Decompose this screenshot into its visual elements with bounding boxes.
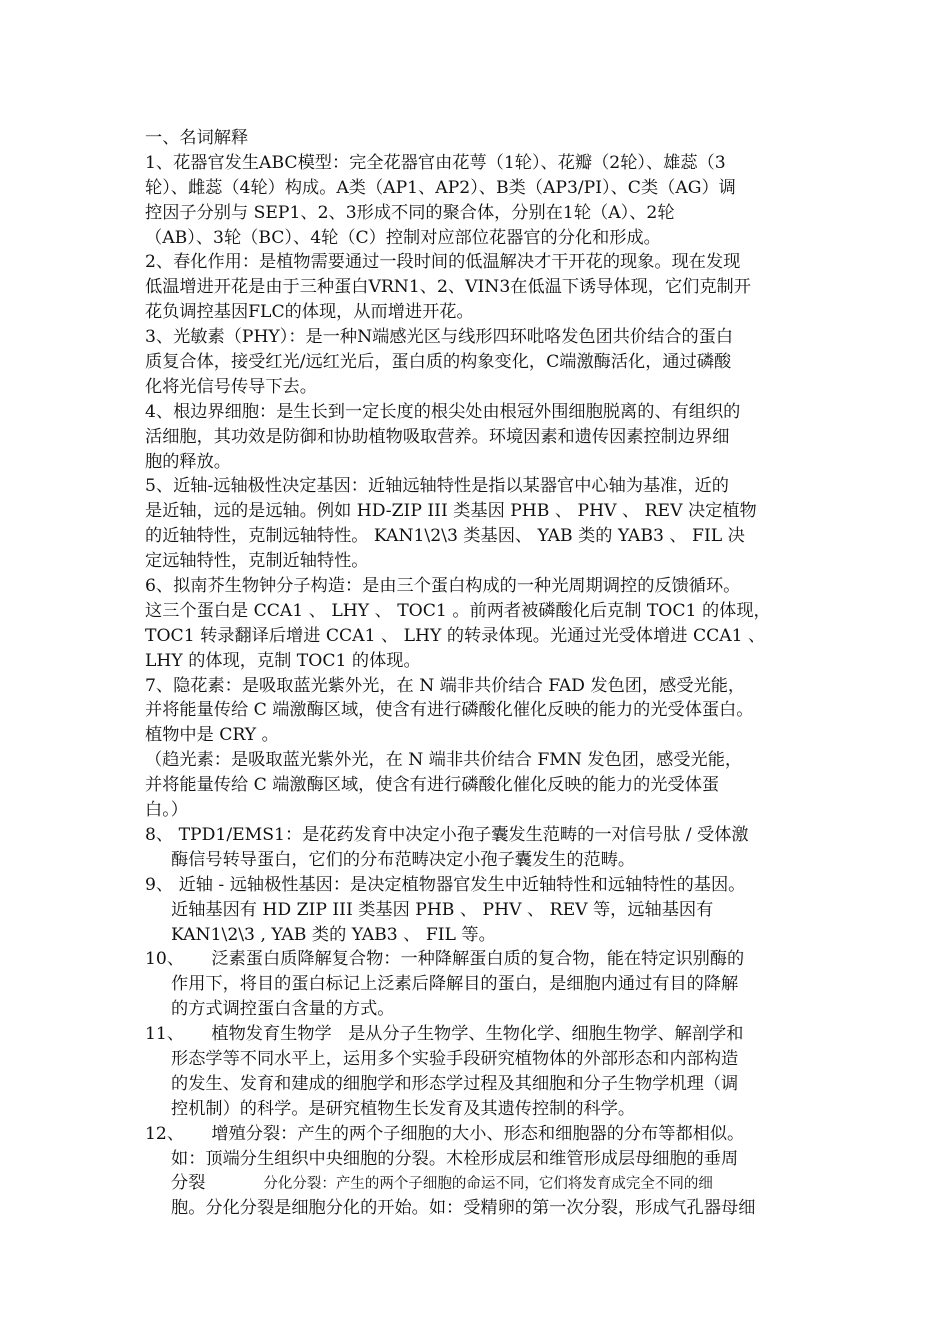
entry-line: 如：顶端分生组织中央细胞的分裂。木栓形成层和维管形成层母细胞的垂周 <box>171 1148 739 1169</box>
entry-line: TOC1 转录翻译后增进 CCA1 、 LHY 的转录体现。光通过光受体增进 CCA1 、 <box>145 625 766 646</box>
term-entry-7 <box>145 674 815 749</box>
entry-line: （趋光素：是吸取蓝光紫外光，在 N 端非共价结合 FMN 发色团，感受光能， <box>145 750 743 771</box>
entry-line: 植物中是 CRY 。 <box>145 725 279 746</box>
entry-line: 低温增进开花是由于三种蛋白VRN1、2、VIN3在低温下诱导体现，它们克制开 <box>145 277 751 298</box>
entry-line: 11、 植物发育生物学 是从分子生物学、生物化学、细胞生物学、解剖学和 <box>145 1024 744 1045</box>
entry-line: 9、 近轴 - 远轴极性基因：是决定植物器官发生中近轴特性和远轴特性的基因。 <box>145 874 746 895</box>
entry-line: KAN1\2\3 , YAB 类的 YAB3 、 FIL 等。 <box>171 924 496 945</box>
entry-line: 的方式调控蛋白含量的方式。 <box>171 999 395 1020</box>
entry-line: 白。） <box>145 800 188 821</box>
inline-small-text: 分化分裂：产生的两个子细胞的命运不同，它们将发育成完全不同的细 <box>263 1176 713 1193</box>
entry-line: 8、 TPD1/EMS1：是花药发育中决定小孢子囊发生范畴的一对信号肽 / 受体激 <box>145 824 749 845</box>
term-entry-5 <box>145 474 815 574</box>
document-body <box>145 126 815 1221</box>
term-entry-12 <box>145 1122 815 1222</box>
term-entry-9 <box>145 873 815 948</box>
entry-line: 定远轴特性，克制近轴特性。 <box>145 551 369 572</box>
entry-line: （AB）、3轮（BC）、4轮（C）控制对应部位花器官的分化和形成。 <box>145 227 661 248</box>
term-note <box>145 748 815 823</box>
entry-line: LHY 的体现，克制 TOC1 的体现。 <box>145 650 421 671</box>
entry-line: 并将能量传给 C 端激酶区域，使含有进行磷酸化催化反映的能力的光受体蛋 <box>145 775 720 796</box>
entry-line: 花负调控基因FLC的体现，从而增进开花。 <box>145 302 474 323</box>
entry-line: 作用下，将目的蛋白标记上泛素后降解目的蛋白，是细胞内通过有目的降解 <box>171 974 739 995</box>
entry-line: 形态学等不同水平上，运用多个实验手段研究植物体的外部形态和内部构造 <box>171 1048 739 1069</box>
entry-line: 近轴基因有 HD ZIP III 类基因 PHB 、 PHV 、 REV 等，远轴基因有 <box>171 899 714 920</box>
entry-line: 2、春化作用：是植物需要通过一段时间的低温解决才干开花的现象。现在发现 <box>145 252 741 273</box>
entry-line: 活细胞，其功效是防御和协助植物吸取营养。环境因素和遗传因素控制边界细 <box>145 426 730 447</box>
entry-line <box>145 1171 815 1196</box>
entry-line-segment: 分裂 <box>171 1173 206 1194</box>
entry-line: 6、拟南芥生物钟分子构造：是由三个蛋白构成的一种光周期调控的反馈循环。 <box>145 576 741 597</box>
entry-line: 化将光信号传导下去。 <box>145 376 317 397</box>
entry-line: 7、隐花素：是吸取蓝光紫外光，在 N 端非共价结合 FAD 发色团，感受光能， <box>145 675 746 696</box>
entry-line: 10、 泛素蛋白质降解复合物：一种降解蛋白质的复合物，能在特定识别酶的 <box>145 949 745 970</box>
section-heading: 一、名词解释 <box>145 128 249 148</box>
entry-line: 酶信号转导蛋白，它们的分布范畴决定小孢子囊发生的范畴。 <box>171 849 636 870</box>
entry-line: 胞的释放。 <box>145 451 231 472</box>
entry-line: 3、光敏素（PHY）：是一种N端感光区与线形四环吡咯发色团共价结合的蛋白 <box>145 327 734 348</box>
entry-line: 胞。分化分裂是细胞分化的开始。如：受精卵的第一次分裂，形成气孔器母细 <box>171 1198 756 1219</box>
entry-line: 的发生、发育和建成的细胞学和形态学过程及其细胞和分子生物学机理（调 <box>171 1073 739 1094</box>
term-entry-8 <box>145 823 815 873</box>
entry-line: 控因子分别与 SEP1、2、3形成不同的聚合体，分别在1轮（A）、2轮 <box>145 202 675 223</box>
term-entry-1 <box>145 151 815 251</box>
entry-line: 5、近轴-远轴极性决定基因：近轴远轴特性是指以某器官中心轴为基准，近的 <box>145 476 729 497</box>
term-entry-3 <box>145 325 815 400</box>
entry-line: 是近轴，远的是远轴。例如 HD-ZIP III 类基因 PHB 、 PHV 、 REV 决定植物 <box>145 501 757 522</box>
entry-line: 控机制）的科学。是研究植物生长发育及其遗传控制的科学。 <box>171 1098 636 1119</box>
entry-line: 4、根边界细胞：是生长到一定长度的根尖处由根冠外围细胞脱离的、有组织的 <box>145 401 741 422</box>
entry-line: 轮）、雌蕊（4轮）构成。A类（AP1、AP2）、B类（AP3/PI）、C类（AG）调 <box>145 177 736 198</box>
entry-line: 这三个蛋白是 CCA1 、 LHY 、 TOC1 。前两者被磷酸化后克制 TOC1 的体现， <box>145 600 771 621</box>
entry-line: 质复合体，接受红光/远红光后，蛋白质的构象变化，C端激酶活化，通过磷酸 <box>145 352 732 373</box>
entry-line: 并将能量传给 C 端激酶区域，使含有进行磷酸化催化反映的能力的光受体蛋白。 <box>145 700 754 721</box>
term-entry-11 <box>145 1022 815 1122</box>
term-entry-10 <box>145 947 815 1022</box>
entry-line: 12、 增殖分裂：产生的两个子细胞的大小、形态和细胞器的分布等都相似。 <box>145 1123 745 1144</box>
entry-line: 1、花器官发生ABC模型：完全花器官由花萼（1轮）、花瓣（2轮）、雄蕊（3 <box>145 152 726 173</box>
entry-line: 的近轴特性，克制远轴特性。 KAN1\2\3 类基因、 YAB 类的 YAB3 、 FIL 决 <box>145 526 745 547</box>
term-entry-6 <box>145 574 815 674</box>
term-entry-4 <box>145 400 815 475</box>
term-entry-2 <box>145 250 815 325</box>
